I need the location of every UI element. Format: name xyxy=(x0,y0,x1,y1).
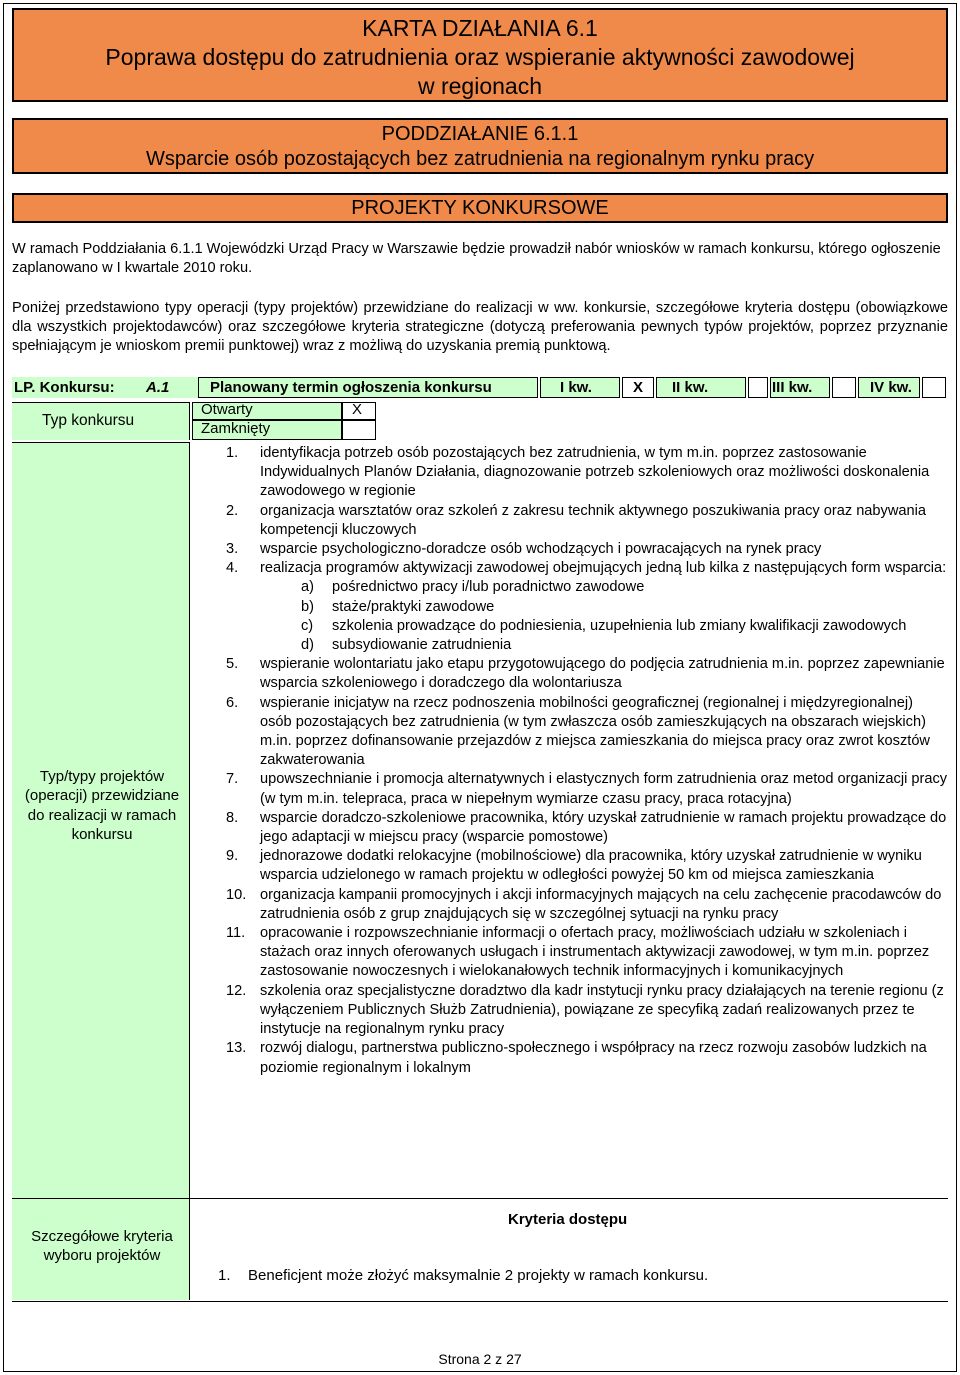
project-type-text: opracowanie i rozpowszechnianie informacji o ofertach pracy, możliwościach udziału w szkoleniach i stażach oraz innych oferowanych usługach i instrumentach aktywizacji zawodowej, w tym m.in. poprzez zastosowanie nowoczesnych i wielokanałowych technik informacyjnych i komunikacyjnych xyxy=(260,925,930,980)
subitem-letter: a) xyxy=(301,579,314,596)
subitem-text: szkolenia prowadzące do podniesienia, uzupełnienia lub zmiany kwalifikacji zawodowych xyxy=(332,617,907,634)
project-type-number: 5. xyxy=(226,656,239,673)
quarter-2-checkbox xyxy=(748,377,768,398)
project-type-item xyxy=(192,770,948,808)
quarter-4-checkbox xyxy=(922,377,946,398)
lp-value: A.1 xyxy=(146,379,170,396)
project-type-text: organizacja warsztatów oraz szkoleń z zakresu technik aktywnego poszukiwania pracy oraz nabywania kompetencji kluczowych xyxy=(260,502,926,538)
open-mark: X xyxy=(352,401,363,418)
project-type-number: 7. xyxy=(226,771,239,788)
intro-paragraph-1: W ramach Poddziałania 6.1.1 Wojewódzki Urząd Pracy w Warszawie będzie prowadził nabór wniosków w ramach konkursu, którego ogłoszenie zaplanowano w I kwartale 2010 roku. xyxy=(12,241,941,276)
project-type-number: 10. xyxy=(226,886,247,903)
project-type-subitem xyxy=(192,636,948,655)
page-number: Strona 2 z 27 xyxy=(438,1351,522,1367)
project-type-text: szkolenia oraz specjalistyczne doradztwo dla kadr instytucji rynku pracy działających na terenie regionu (z wyłączeniem Publicznych Służb Zatrudnienia), powiązane ze specyfiką zadań realizowanych przez te instytucje na regionalnym rynku pracy xyxy=(260,982,944,1038)
project-type-text: wsparcie doradczo-szkoleniowe pracownika, który uzyskał zatrudnienie w ramach projektu prowadzące do jego adaptacji w miejscu pracy (wsparcie pomostowe) xyxy=(260,809,947,846)
project-type-number: 13. xyxy=(226,1040,247,1057)
measure-title-line2: w regionach xyxy=(417,73,543,99)
project-type-item xyxy=(192,809,948,847)
contest-type-label: Typ konkursu xyxy=(42,412,135,429)
project-type-item xyxy=(192,502,948,540)
subitem-text: pośrednictwo pracy i/lub poradnictwo zawodowe xyxy=(332,579,645,596)
project-type-item xyxy=(192,1039,948,1077)
project-type-number: 8. xyxy=(226,809,239,826)
access-criteria-title: Kryteria dostępu xyxy=(508,1211,628,1228)
project-type-number: 2. xyxy=(226,502,239,519)
project-type-number: 4. xyxy=(226,560,239,577)
table-bottom-border xyxy=(12,1301,948,1302)
left-column-divider xyxy=(12,1198,190,1199)
project-type-item xyxy=(192,694,948,771)
sub-measure-header xyxy=(12,118,948,174)
card-title: KARTA DZIAŁANIA 6.1 xyxy=(362,15,598,41)
planned-label: Planowany termin ogłoszenia konkursu xyxy=(210,379,492,396)
project-type-item xyxy=(192,559,948,655)
projects-header xyxy=(12,193,948,223)
project-type-item xyxy=(192,444,948,502)
subitem-letter: b) xyxy=(301,598,314,615)
project-type-text: jednorazowe dodatki relokacyjne (mobilnościowe) dla pracownika, który uzyskał zatrudnienie w wyniku wsparcia udzielonego w ramach projektu w odległości powyżej 50 km od miejsca zamieszkania xyxy=(260,848,922,884)
criteria-divider xyxy=(190,1198,948,1199)
intro-paragraph-2: Poniżej przedstawiono typy operacji (typy projektów) przewidziane do realizacji w ww. konkursie, szczegółowe kryteria dostępu (obowiązkowe dla wszystkich projektodawców) oraz szczegółowe kryteria strategiczne (dotyczą preferowania pewnych typów projektów, poprzez przyznanie spełniającym je wnioskom premii punktowej) wraz z możliwą do uzyskania premią punktową. xyxy=(12,300,948,354)
subitem-letter: d) xyxy=(301,637,314,654)
open-label: Otwarty xyxy=(201,401,253,418)
quarter-1-label: I kw. xyxy=(560,379,592,396)
project-type-text: realizacja programów aktywizacji zawodowej obejmujących jedną lub kilka z następujących form wsparcia: xyxy=(260,560,947,577)
subitem-text: subsydiowanie zatrudnienia xyxy=(332,637,512,654)
project-type-text: organizacja kampanii promocyjnych i akcji informacyjnych mających na celu zachęcenie pracodawców do zatrudnienia osób z grup znajdujących się w szczególnej sytuacji na rynku pracy xyxy=(260,886,942,922)
quarter-3-checkbox xyxy=(832,377,856,398)
subitem-text: staże/praktyki zawodowe xyxy=(332,598,495,615)
project-type-item xyxy=(192,847,948,885)
project-type-item xyxy=(192,655,948,693)
quarter-1-mark: X xyxy=(633,379,644,396)
project-type-number: 6. xyxy=(226,694,239,711)
quarter-4-label: IV kw. xyxy=(870,379,912,396)
project-type-number: 3. xyxy=(226,541,239,558)
access-criterion-1-num: 1. xyxy=(218,1267,231,1284)
sub-measure-title: PODDZIAŁANIE 6.1.1 xyxy=(381,123,579,145)
project-type-number: 12. xyxy=(226,982,247,999)
project-type-subitem xyxy=(192,578,948,597)
project-type-text: rozwój dialogu, partnerstwa publiczno-społecznego i współpracy na rzecz rozwoju zasobów ludzkich na poziomie regionalnym i lokalnym xyxy=(260,1040,927,1076)
measure-title-line1: Poprawa dostępu do zatrudnienia oraz wspieranie aktywności zawodowej xyxy=(105,44,855,70)
sub-measure-name: Wsparcie osób pozostających bez zatrudnienia na regionalnym rynku pracy xyxy=(145,148,815,170)
action-card-header xyxy=(12,8,948,102)
project-type-number: 1. xyxy=(226,445,239,461)
lp-label: LP. Konkursu: xyxy=(14,379,115,396)
closed-checkbox xyxy=(342,420,376,440)
project-type-text: identyfikacja potrzeb osób pozostających bez zatrudnienia, w tym m.in. poprzez zastosowanie Indywidualnych Planów Działania, diagnozowanie potrzeb szkoleniowych oraz możliwości doskonalenia zawodowego w regionie xyxy=(260,445,930,500)
left-label-column xyxy=(12,442,190,1300)
quarter-2-label: II kw. xyxy=(672,379,709,396)
project-type-subitem xyxy=(192,617,948,636)
project-type-item xyxy=(192,886,948,924)
closed-label: Zamknięty xyxy=(201,420,271,437)
project-type-text: wspieranie wolontariatu jako etapu przygotowującego do podjęcia zatrudnienia m.in. poprzez zapewnianie wsparcia szkoleniowego i doradczego dla wolontariusza xyxy=(260,656,945,692)
quarter-3-label: III kw. xyxy=(772,379,813,396)
subitem-letter: c) xyxy=(301,617,314,634)
criteria-label: Szczegółowe kryteria wyboru projektów xyxy=(31,1228,173,1265)
project-type-item xyxy=(192,924,948,982)
project-type-text: wspieranie inicjatyw na rzecz podnoszenia mobilności geograficznej (regionalnej i międzyregionalnej) osób pozostających bez zatrudnienia (w tym zwłaszcza osób zamieszkujących na obszarach wiejskich) m.in. poprzez dofinansowanie przejazdów z miejsca zamieszkania do miejsca pracy oraz zwrot kosztów zakwaterowania xyxy=(260,694,930,769)
project-type-number: 11. xyxy=(226,925,246,942)
access-criterion-1-text: Beneficjent może złożyć maksymalnie 2 projekty w ramach konkursu. xyxy=(248,1267,709,1284)
project-type-number: 9. xyxy=(226,848,239,865)
project-type-text: wsparcie psychologiczno-doradcze osób wchodzących i powracających na rynek pracy xyxy=(260,541,822,558)
project-type-text: upowszechnianie i promocja alternatywnych i elastycznych form zatrudnienia oraz metod organizacji pracy (w tym m.in. telepraca, praca w niepełnym wymiarze czasu pracy, praca rotacyjna) xyxy=(260,771,948,807)
project-types-list xyxy=(192,444,948,1078)
project-type-subitem xyxy=(192,598,948,617)
project-type-item xyxy=(192,982,948,1040)
projects-label: PROJEKTY KONKURSOWE xyxy=(351,197,609,219)
project-type-item xyxy=(192,540,948,559)
project-types-label: Typ/typy projektów (operacji) przewidziane do realizacji w ramach konkursu xyxy=(24,768,180,843)
